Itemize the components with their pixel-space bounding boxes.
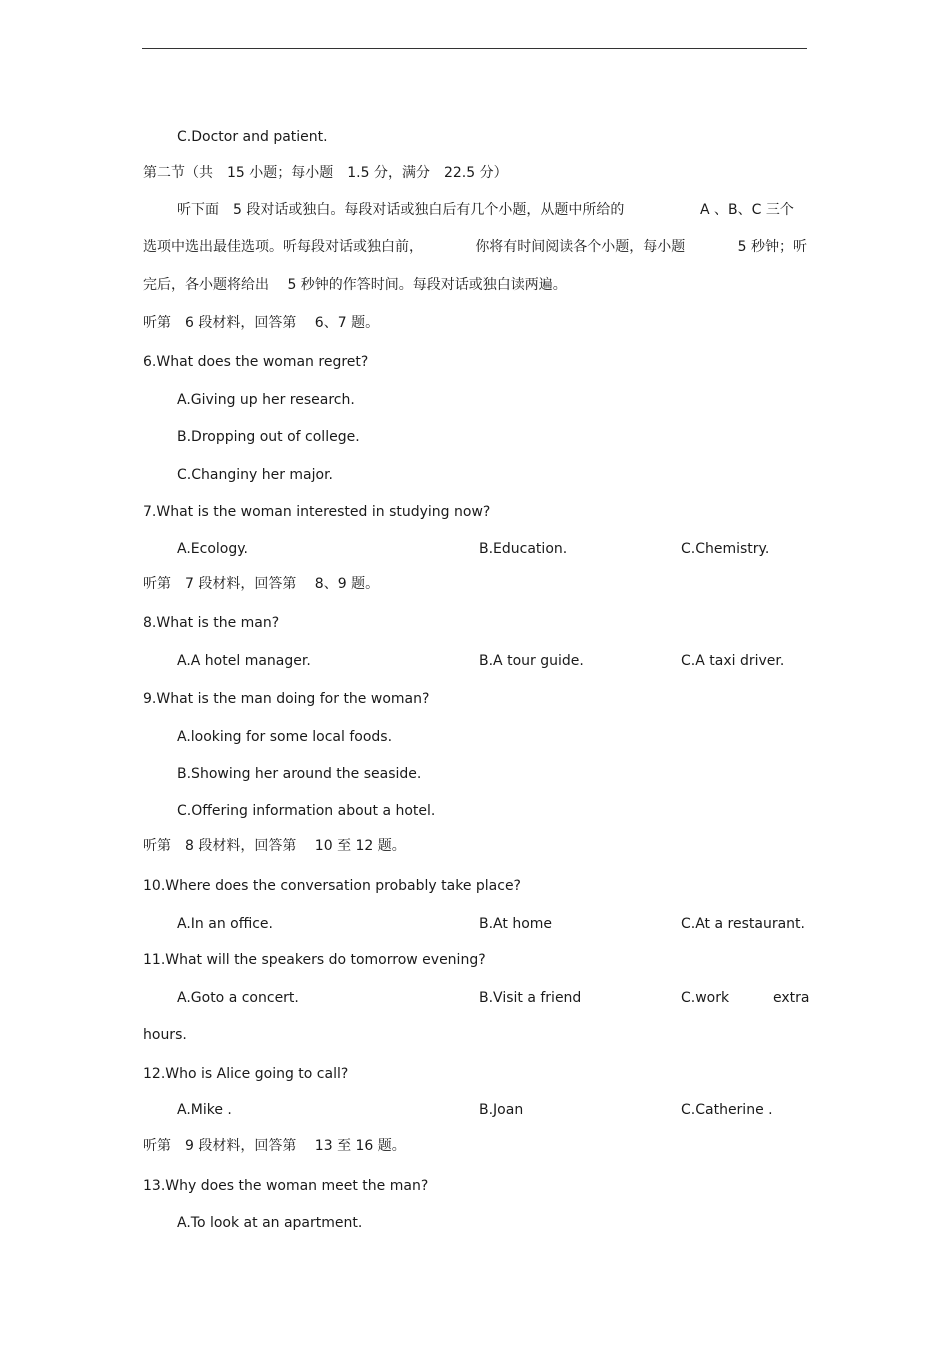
question-8-option-a: A.A hotel manager. [177, 653, 311, 669]
question-13: 13.Why does the woman meet the man? [143, 1178, 429, 1194]
question-6-option-a: A.Giving up her research. [177, 392, 355, 408]
instruction-line-2b: 你将有时间阅读各个小题，每小题 [475, 239, 686, 255]
instruction-line-2a: 选项中选出最佳选项。听每段对话或独白前， [143, 239, 423, 255]
header-rule [142, 48, 807, 49]
question-10-option-a: A.In an office. [177, 916, 273, 932]
option-c-prev: C.Doctor and patient. [177, 129, 328, 145]
question-10: 10.Where does the conversation probably take place? [143, 878, 521, 894]
question-9-option-b: B.Showing her around the seaside. [177, 766, 422, 782]
question-6: 6.What does the woman regret? [143, 354, 369, 370]
instruction-line-2c: 5 秒钟；听 [737, 239, 807, 255]
question-12-option-c: C.Catherine . [681, 1102, 773, 1118]
question-10-option-c: C.At a restaurant. [681, 916, 805, 932]
question-7: 7.What is the woman interested in studying now? [143, 504, 491, 520]
question-12-option-b: B.Joan [479, 1102, 524, 1118]
question-8-option-b: B.A tour guide. [479, 653, 584, 669]
instruction-line-1a: 听下面 5 段对话或独白。每段对话或独白后有几个小题，从题中所给的 [177, 202, 625, 218]
question-12: 12.Who is Alice going to call? [143, 1066, 349, 1082]
question-11-option-a: A.Goto a concert. [177, 990, 299, 1006]
instruction-line-3: 完后，各小题将给出 5 秒钟的作答时间。每段对话或独白读两遍。 [143, 277, 567, 293]
question-10-option-b: B.At home [479, 916, 553, 932]
question-11-option-c: C.work [681, 990, 730, 1006]
question-8: 8.What is the man? [143, 615, 280, 631]
question-9-option-a: A.looking for some local foods. [177, 729, 393, 745]
question-11: 11.What will the speakers do tomorrow evening? [143, 952, 486, 968]
group-heading: 听第 6 段材料，回答第 6、7 题。 [143, 315, 380, 331]
section-title: 第二节（共 15 小题；每小题 1.5 分，满分 22.5 分） [143, 165, 508, 181]
question-11-option-c-word: extra [773, 990, 810, 1006]
group-heading: 听第 7 段材料，回答第 8、9 题。 [143, 576, 380, 592]
question-6-option-c: C.Changiny her major. [177, 467, 333, 483]
instruction-line-1b: A 、B、C 三个 [700, 202, 794, 218]
question-7-option-a: A.Ecology. [177, 541, 248, 557]
question-8-option-c: C.A taxi driver. [681, 653, 785, 669]
instruction-line-2 [143, 238, 807, 256]
question-13-option-a: A.To look at an apartment. [177, 1215, 363, 1231]
question-6-option-b: B.Dropping out of college. [177, 429, 360, 445]
question-12-option-a: A.Mike . [177, 1102, 232, 1118]
question-11-option-b: B.Visit a friend [479, 990, 582, 1006]
question-11-option-c-cont: hours. [143, 1027, 187, 1043]
group-heading: 听第 9 段材料，回答第 13 至 16 题。 [143, 1138, 406, 1154]
question-7-option-b: B.Education. [479, 541, 568, 557]
question-7-option-c: C.Chemistry. [681, 541, 770, 557]
question-9-option-c: C.Offering information about a hotel. [177, 803, 436, 819]
question-9: 9.What is the man doing for the woman? [143, 691, 430, 707]
group-heading: 听第 8 段材料，回答第 10 至 12 题。 [143, 838, 406, 854]
